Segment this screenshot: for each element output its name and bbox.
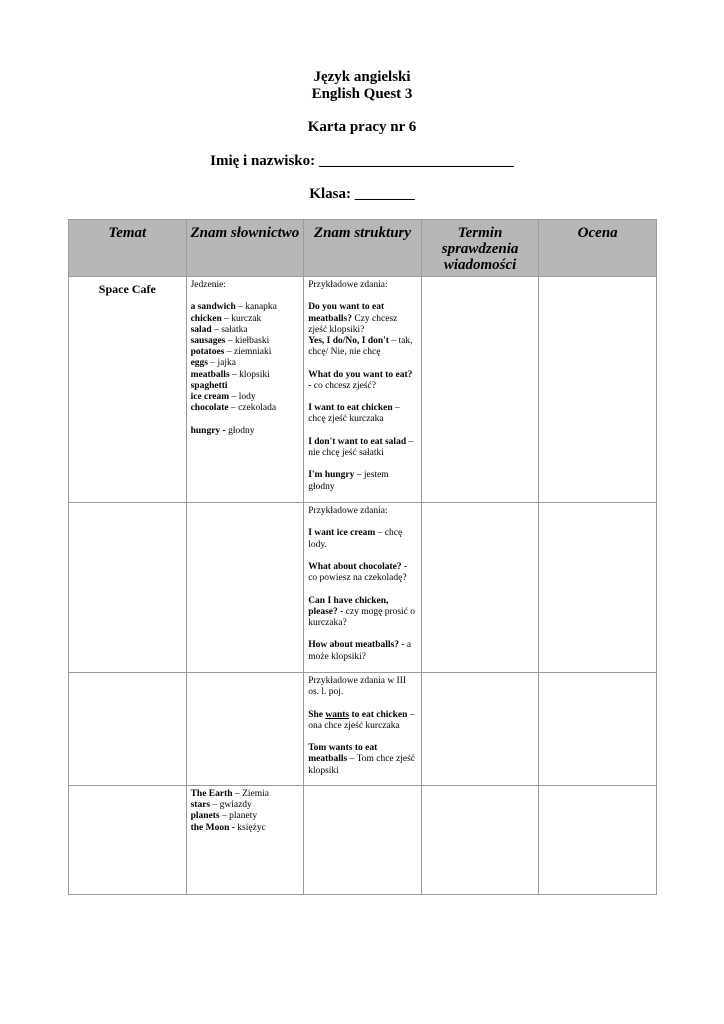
structure-item: How about meatballs? - a może klopsiki? (308, 640, 412, 662)
table-row (69, 277, 657, 503)
vocabulary-cell (186, 277, 304, 503)
structures-cell (304, 277, 422, 503)
header-vocabulary: Znam słownictwo (186, 220, 304, 277)
structure-item: What do you want to eat? - co chcesz zjeść? (308, 369, 413, 391)
vocab-item: The Earth – Ziemia (190, 789, 269, 799)
vocab-item: chicken – kurczak (190, 313, 262, 324)
class-blank-line[interactable]: ________ (354, 186, 415, 202)
vocab-item: potatoes – ziemniaki (190, 347, 272, 358)
header-grade: Ocena (539, 220, 657, 277)
vocabulary-cell (186, 503, 304, 673)
name-field[interactable] (0, 153, 724, 170)
vocab-item: chocolate – czekolada (190, 403, 277, 414)
structures-intro: Przykładowe zdania w III os. l. poj. (308, 676, 407, 698)
structure-item: I don't want to eat salad – nie chcę jeść sałatki (308, 436, 414, 458)
structure-item: She wants to eat chicken – ona chce zjeść kurczaka (308, 709, 415, 731)
table-row (69, 673, 657, 786)
worksheet-title: Karta pracy nr 6 (307, 119, 417, 135)
structure-item: Do you want to eat meatballs? Czy chcesz zjeść klopsiki? (308, 302, 398, 335)
subject-title: Język angielski (313, 69, 411, 85)
table-row (69, 503, 657, 673)
vocab-item: ice cream – lody (190, 392, 256, 403)
header-structures: Znam struktury (304, 220, 422, 277)
vocabulary-cell (186, 673, 304, 786)
vocab-item: sausages – kiełbaski (190, 336, 270, 346)
vocab-item: hungry - głodny (190, 425, 255, 436)
vocab-item: eggs – jajka (190, 358, 236, 369)
check-date-cell[interactable] (421, 673, 539, 786)
structures-cell (304, 503, 422, 673)
check-date-cell[interactable] (421, 786, 539, 895)
class-field[interactable] (0, 186, 724, 203)
structures-cell (304, 786, 422, 895)
vocab-item: spaghetti (190, 380, 228, 391)
topic-cell (69, 786, 187, 895)
book-title: English Quest 3 (311, 86, 413, 102)
grade-cell[interactable] (539, 503, 657, 673)
structure-item: I'm hungry – jestem głodny (308, 470, 389, 492)
structures-intro: Przykładowe zdania: (308, 280, 388, 290)
structure-item: I want to eat chicken – chcę zjeść kurczaka (308, 403, 400, 425)
topic-cell (69, 503, 187, 673)
structure-item: I want ice cream – chcę lody. (308, 528, 403, 550)
header-check-date: Termin sprawdzenia wiadomości (421, 220, 539, 277)
structures-cell (304, 673, 422, 786)
class-label: Klasa: (309, 186, 355, 202)
structure-item: Can I have chicken, please? - czy mogę prosić o kurczaka? (308, 595, 416, 628)
vocabulary-cell (186, 786, 304, 895)
progress-table (68, 219, 657, 895)
name-label: Imię i nazwisko: (210, 153, 319, 169)
vocab-item: planets – planety (190, 811, 258, 822)
grade-cell[interactable] (539, 277, 657, 503)
topic-cell: Space Cafe (69, 277, 187, 503)
table-header-row (69, 220, 657, 277)
structure-item: Yes, I do/No, I don't – tak, chcę/ Nie, nie chcę (308, 336, 413, 358)
structure-item: What about chocolate? - co powiesz na czekoladę? (308, 561, 408, 584)
vocab-item: a sandwich – kanapka (190, 302, 277, 313)
grade-cell[interactable] (539, 786, 657, 895)
grade-cell[interactable] (539, 673, 657, 786)
vocab-intro: Jedzenie: (190, 280, 226, 290)
vocab-item: meatballs – klopsiki (190, 369, 270, 380)
header-topic: Temat (69, 220, 187, 277)
check-date-cell[interactable] (421, 503, 539, 673)
name-blank-line[interactable]: __________________________ (318, 153, 514, 169)
table-row (69, 786, 657, 895)
vocab-item: salad – sałatka (190, 324, 248, 335)
topic-cell (69, 673, 187, 786)
structure-item: Tom wants to eat meatballs – Tom chce zjeść klopsiki (308, 743, 415, 776)
vocab-item: the Moon - księżyc (190, 822, 266, 833)
structures-intro: Przykładowe zdania: (308, 506, 388, 516)
check-date-cell[interactable] (421, 277, 539, 503)
vocab-item: stars – gwiazdy (190, 800, 252, 811)
